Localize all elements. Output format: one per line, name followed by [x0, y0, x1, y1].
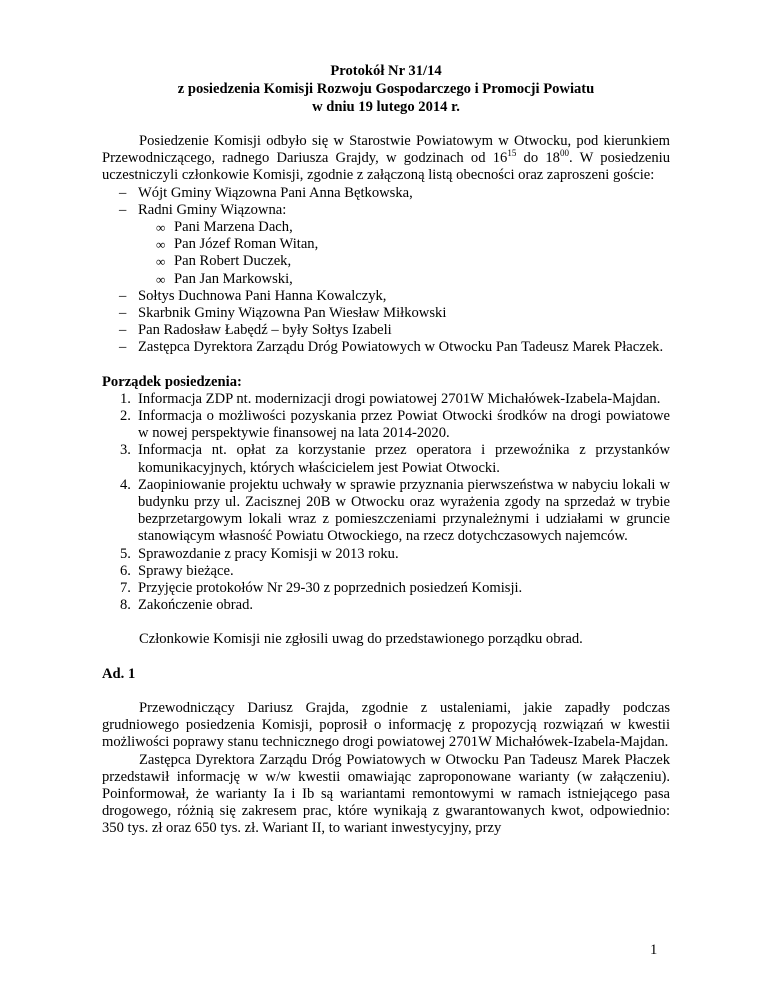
agenda-text: Informacja nt. opłat za korzystanie przez operatora i przewoźnika z przystanków komunikacyjnych, których właścicielem jest Powiat Otwocki.: [138, 442, 670, 476]
infinity-bullet-icon: ∞: [156, 237, 166, 253]
agenda-number: 5.: [120, 545, 131, 562]
intro-paragraph: [102, 133, 670, 185]
guest-text: Pan Radosław Łabędź – były Sołtys Izabeli: [138, 322, 392, 339]
agenda-text: Informacja o możliwości pozyskania przez Powiat Otwocki środków na drogi powiatowe w nowej perspektywie finansowej na lata 2014-2020.: [138, 408, 670, 442]
guest-item: [102, 185, 670, 202]
agenda-item: [102, 546, 670, 563]
title-line-3: w dniu 19 lutego 2014 r.: [312, 99, 460, 115]
guest-text: Radni Gminy Wiązowna:: [138, 201, 287, 218]
document-title: [102, 62, 670, 116]
end-time-minutes: 00: [559, 148, 569, 159]
dash-marker: –: [119, 184, 127, 201]
guest-text: Skarbnik Gminy Wiązowna Pan Wiesław Miłkowski: [138, 305, 447, 322]
intro-text-b: do 18: [516, 150, 560, 167]
agenda-item: [102, 597, 670, 614]
agenda-text: Sprawozdanie z pracy Komisji w 2013 roku.: [138, 545, 399, 562]
start-time-minutes: 15: [507, 148, 517, 159]
guest-list-continued: [102, 288, 670, 357]
guest-list: [102, 185, 670, 219]
infinity-bullet-icon: ∞: [156, 220, 166, 236]
councillor-item: [102, 236, 670, 253]
guest-text: Zastępca Dyrektora Zarządu Dróg Powiatowych w Otwocku Pan Tadeusz Marek Płaczek.: [138, 339, 664, 356]
title-line-2: z posiedzenia Komisji Rozwoju Gospodarczego i Promocji Powiatu: [177, 81, 595, 97]
agenda-text: Przyjęcie protokołów Nr 29-30 z poprzednich posiedzeń Komisji.: [138, 580, 523, 597]
dash-marker: –: [119, 287, 127, 304]
agenda-item: [102, 391, 670, 408]
agenda-text: Zakończenie obrad.: [138, 597, 254, 614]
councillor-item: [102, 219, 670, 236]
dash-marker: –: [119, 339, 127, 356]
ad1-paragraph-1: Przewodniczący Dariusz Grajda, zgodnie z ustaleniami, jakie zapadły podczas grudniowego posiedzenia Komisji, poprosił o informację z propozycją rozwiązań w kwestii możliwości poprawy stanu technicznego drogi powiatowej 2701W Michałówek-Izabela-Majdan.: [102, 699, 670, 751]
infinity-bullet-icon: ∞: [156, 271, 166, 287]
agenda-item: [102, 580, 670, 597]
title-line-1: Protokół Nr 31/14: [330, 63, 442, 79]
agenda-number: 3.: [120, 442, 131, 459]
dash-marker: –: [119, 322, 127, 339]
councillor-name: Pan Józef Roman Witan,: [174, 236, 319, 253]
agenda-item: [102, 563, 670, 580]
no-remarks-paragraph: Członkowie Komisji nie zgłosili uwag do przedstawionego porządku obrad.: [139, 631, 583, 648]
councillor-name: Pan Robert Duczek,: [174, 253, 292, 270]
agenda-number: 2.: [120, 408, 131, 425]
dash-marker: –: [119, 305, 127, 322]
agenda-number: 7.: [120, 580, 131, 597]
infinity-bullet-icon: ∞: [156, 254, 166, 270]
dash-marker: –: [119, 201, 127, 218]
agenda-item: [102, 477, 670, 546]
councillor-name: Pani Marzena Dach,: [174, 219, 293, 236]
document-page: [102, 62, 670, 838]
agenda-text: Sprawy bieżące.: [138, 562, 234, 579]
councillor-list: [102, 219, 670, 288]
guest-text: Sołtys Duchnowa Pani Hanna Kowalczyk,: [138, 287, 387, 304]
ad1-paragraph-2: Zastępca Dyrektora Zarządu Dróg Powiatowych w Otwocku Pan Tadeusz Marek Płaczek przedstawił informację w w/w kwestii omawiając zaproponowane warianty (w załączeniu). Poinformował, że warianty Ia i Ib są wariantami remontowymi w ramach istniejącego pasa drogowego, różnią się zakresem prac, które wynikają z gwarantowanych kwot, odpowiednio: 350 tys. zł oraz 650 tys. zł. Wariant II, to wariant inwestycyjny, przy: [102, 751, 670, 837]
agenda-heading: Porządek posiedzenia:: [102, 373, 242, 390]
councillor-item: [102, 271, 670, 288]
agenda-item: [102, 442, 670, 476]
intro-text-a: Posiedzenie Komisji odbyło się w Starostwie Powiatowym w Otwocku, pod kierunkiem Przewodniczącego, radnego Dariusza Grajdy, w godzinach od 16: [102, 133, 670, 167]
agenda-number: 6.: [120, 562, 131, 579]
ad1-heading: Ad. 1: [102, 665, 136, 682]
agenda-item: [102, 408, 670, 442]
intro-text-c: . W posiedzeniu uczestniczyli członkowie Komisji, zgodnie z załączoną listą obecności oraz zaproszeni goście:: [102, 150, 670, 184]
page-number: 1: [650, 942, 658, 958]
agenda-text: Zaopiniowanie projektu uchwały w sprawie przyznania pierwszeństwa w nabyciu lokali w budynku przy ul. Zacisznej 20B w Otwocku oraz wyrażenia zgody na sprzedaż w trybie bezprzetargowym lokali wraz z pomieszczeniami przynależnymi i udziałami w gruncie stanowiącym własność Powiatu Otwockiego, na rzecz dotychczasowych najemców.: [138, 476, 670, 545]
guest-item: [102, 339, 670, 356]
guest-item: [102, 305, 670, 322]
agenda-list: [102, 391, 670, 615]
guest-item: [102, 288, 670, 305]
agenda-number: 8.: [120, 597, 131, 614]
councillor-name: Pan Jan Markowski,: [174, 270, 293, 287]
guest-item: [102, 202, 670, 219]
guest-item: [102, 322, 670, 339]
agenda-text: Informacja ZDP nt. modernizacji drogi powiatowej 2701W Michałówek-Izabela-Majdan.: [138, 390, 661, 407]
agenda-number: 4.: [120, 476, 131, 493]
guest-text: Wójt Gminy Wiązowna Pani Anna Bętkowska,: [138, 184, 413, 201]
agenda-number: 1.: [120, 390, 131, 407]
councillor-item: [102, 253, 670, 270]
